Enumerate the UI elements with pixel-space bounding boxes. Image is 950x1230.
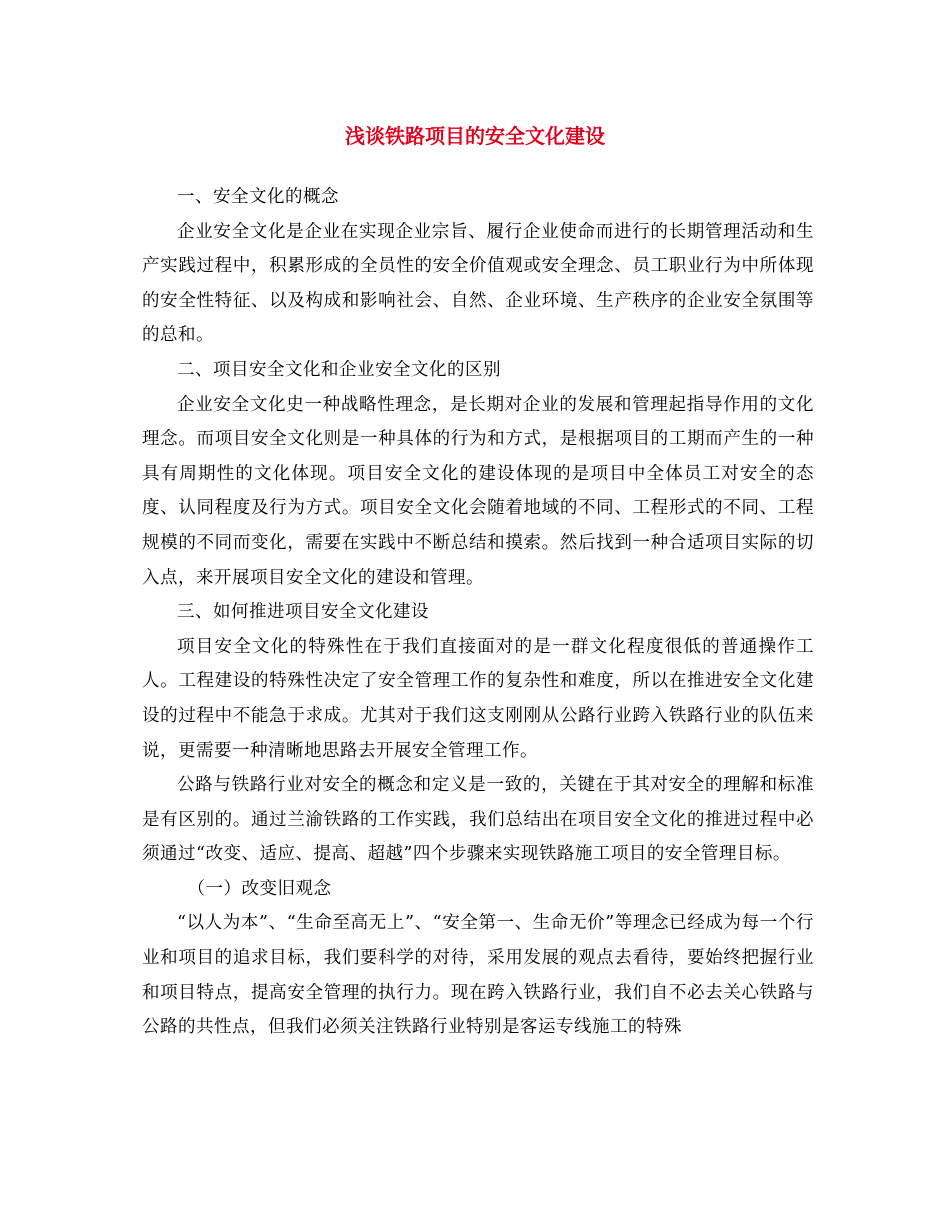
subsection-heading-1: （一）改变旧观念 [187,878,332,899]
document-body [142,180,814,1045]
section-heading-3: 三、如何推进项目安全文化建设 [177,602,429,623]
document-title: 浅谈铁路项目的安全文化建设 [345,124,605,148]
paragraph: 公路与铁路行业对安全的概念和定义是一致的，关键在于其对安全的理解和标准是有区别的。通过兰渝铁路的工作实践，我们总结出在项目安全文化的推进过程中必须通过“改变、适应、提高、超越”四个步骤来实现铁路施工项目的安全管理目标。 [142,775,814,865]
paragraph: 企业安全文化是企业在实现企业宗旨、履行企业使命而进行的长期管理活动和生产实践过程中，积累形成的全员性的安全价值观或安全理念、员工职业行为中所体现的安全性特征、以及构成和影响社会、自然、企业环境、生产秩序的企业安全氛围等的总和。 [142,221,814,346]
paragraph: 项目安全文化的特殊性在于我们直接面对的是一群文化程度很低的普通操作工人。工程建设的特殊性决定了安全管理工作的复杂性和难度，所以在推进安全文化建设的过程中不能急于求成。尤其对于我们这支刚刚从公路行业跨入铁路行业的队伍来说，更需要一种清晰地思路去开展安全管理工作。 [142,636,814,761]
section-heading-2: 二、项目安全文化和企业安全文化的区别 [177,359,501,380]
section-heading-1: 一、安全文化的概念 [177,187,339,207]
paragraph: “以人为本”、“生命至高无上”、“安全第一、生命无价”等理念已经成为每一个行业和项目的追求目标，我们要科学的对待，采用发展的观点去看待，要始终把握行业和项目特点，提高安全管理的执行力。现在跨入铁路行业，我们自不必去关心铁路与公路的共性点，但我们必须关注铁路行业特别是客运专线施工的特殊 [142,913,814,1038]
paragraph: 企业安全文化史一种战略性理念，是长期对企业的发展和管理起指导作用的文化理念。而项目安全文化则是一种具体的行为和方式，是根据项目的工期而产生的一种具有周期性的文化体现。项目安全文化的建设体现的是项目中全体员工对安全的态度、认同程度及行为方式。项目安全文化会随着地域的不同、工程形式的不同、工程规模的不同而变化，需要在实践中不断总结和摸索。然后找到一种合适项目实际的切入点，来开展项目安全文化的建设和管理。 [142,394,814,588]
